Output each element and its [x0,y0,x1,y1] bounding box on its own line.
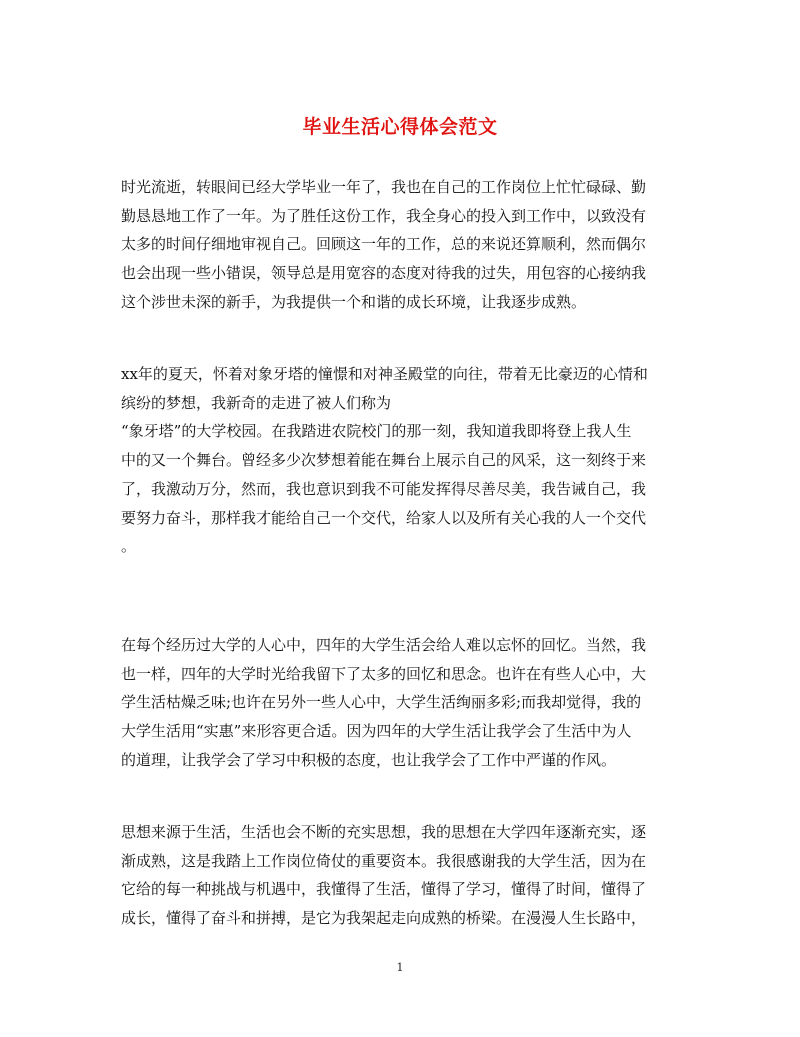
paragraph-line: 思想来源于生活，生活也会不断的充实思想，我的思想在大学四年逐渐充实，逐 [121,823,647,841]
paragraph-line: 学生活枯燥乏味;也许在另外一些人心中，大学生活绚丽多彩;而我却觉得，我的 [121,693,642,712]
paragraph-line: 缤纷的梦想，我新奇的走进了被人们称为 [121,393,392,412]
paragraph-line: 大学生活用“实惠”来形容更合适。因为四年的大学生活让我学会了生活中为人 [121,722,632,741]
paragraph-line: 成长，懂得了奋斗和拼搏，是它为我架起走向成熟的桥梁。在漫漫人生长路中， [121,909,647,928]
paragraph-line: 勤恳恳地工作了一年。为了胜任这份工作，我全身心的投入到工作中，以致没有 [121,206,647,225]
page-number: 1 [396,961,404,974]
paragraph-line: “象牙塔”的大学校园。在我踏进农院校门的那一刻，我知道我即将登上我人生 [121,422,632,441]
paragraph-line: 时光流逝，转眼间已经大学毕业一年了，我也在自己的工作岗位上忙忙碌碌、勤 [121,178,647,196]
paragraph-line: 渐成熟，这是我踏上工作岗位倚仗的重要资本。我很感谢我的大学生活，因为在 [121,851,647,870]
paragraph-line: 。 [121,537,137,556]
paragraph-line: 中的又一个舞台。曾经多少次梦想着能在舞台上展示自己的风采，这一刻终于来 [121,451,647,470]
paragraph-line: xx年的夏天，怀着对象牙塔的憧憬和对神圣殿堂的向往，带着无比豪迈的心情和 [121,365,648,383]
paragraph-line: 太多的时间仔细地审视自己。回顾这一年的工作，总的来说还算顺利，然而偶尔 [121,235,647,254]
paragraph-line: 它给的每一种挑战与机遇中，我懂得了生活，懂得了学习，懂得了时间，懂得了 [121,880,647,899]
paragraph-4 [121,818,681,933]
paragraph-line: 要努力奋斗，那样我才能给自己一个交代，给家人以及所有关心我的人一个交代 [121,508,647,527]
paragraph-line: 的道理，让我学会了学习中积极的态度，也让我学会了工作中严谨的作风。 [121,750,617,769]
paragraph-line: 在每个经历过大学的人心中，四年的大学生活会给人难以忘怀的回忆。当然，我 [121,636,647,654]
paragraph-3 [121,631,681,775]
paragraph-line: 也一样，四年的大学时光给我留下了太多的回忆和思念。也许在有些人心中，大 [121,664,647,683]
paragraph-line: 了，我激动万分，然而，我也意识到我不可能发挥得尽善尽美，我告诫自己，我 [121,479,647,498]
paragraph-1 [121,173,681,317]
page-title: 毕业生活心得体会范文 [302,116,498,138]
paragraph-2 [121,360,681,561]
paragraph-line: 这个涉世未深的新手，为我提供一个和谐的成长环境，让我逐步成熟。 [121,292,587,311]
paragraph-line: 也会出现一些小错误，领导总是用宽容的态度对待我的过失，用包容的心接纳我 [121,264,647,283]
